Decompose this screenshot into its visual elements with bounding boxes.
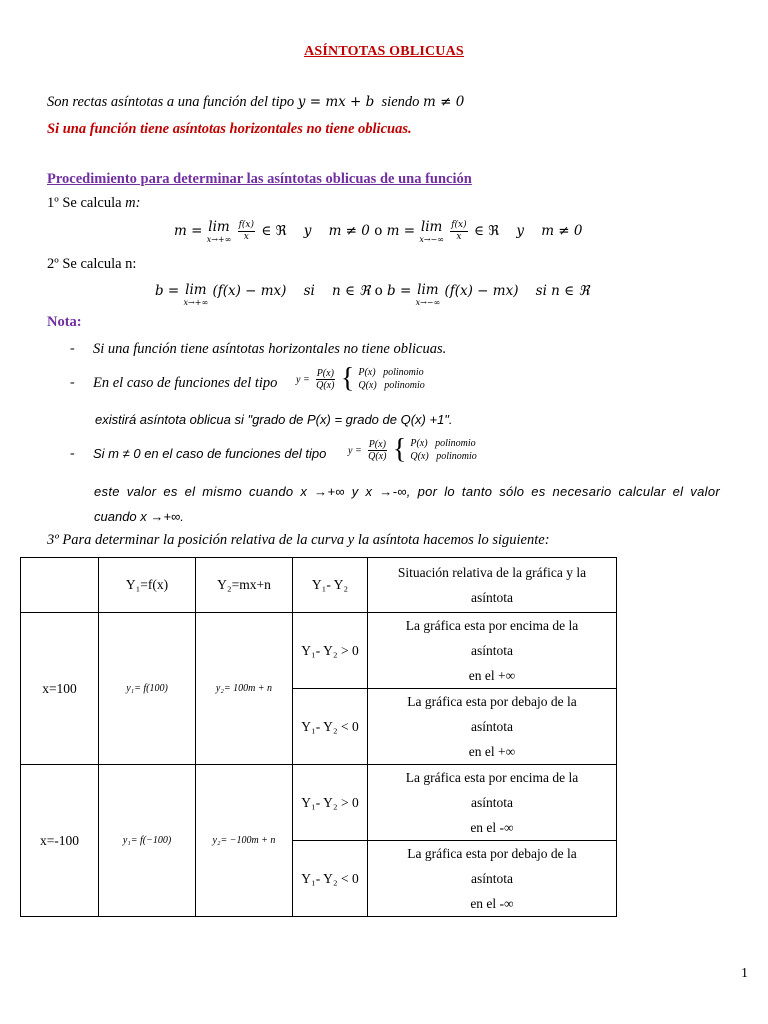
pq-den: Q(x)	[316, 379, 335, 391]
diff-cell: Y₁- Y₂ < 0	[293, 689, 368, 765]
b-expr: (f(x) − mx)	[212, 283, 287, 299]
lim-sub: x→−∞	[415, 298, 441, 307]
b-lhs-2: b =	[387, 283, 412, 299]
b-expr: (f(x) − mx)	[444, 283, 519, 299]
si-word: si	[303, 283, 315, 299]
lim-sub: x→−∞	[419, 235, 444, 244]
y-word: y	[516, 223, 525, 239]
q-word: polinomio	[384, 380, 425, 391]
frac-num: f(x)	[238, 220, 255, 230]
lim-pos	[184, 283, 209, 308]
y1-cell: y₁= f(100)	[99, 613, 196, 765]
x-value-cell: x=-100	[21, 765, 99, 917]
or-word: o	[374, 223, 383, 239]
nota-item-3: Si m ≠ 0 en el caso de funciones del tipo	[93, 446, 327, 461]
pq-den: Q(x)	[368, 450, 387, 462]
brace-lines	[358, 366, 424, 392]
situation-line: en el +∞	[468, 668, 516, 683]
intro-text: Son rectas asíntotas a una función del tipo	[47, 94, 295, 110]
in-real: ∈ ℜ	[261, 223, 287, 239]
step1-var: m:	[125, 195, 141, 211]
situation-line: asíntota	[471, 871, 513, 886]
page-number: 1	[741, 966, 748, 981]
lim-word: lim	[420, 219, 443, 235]
situation-line: asíntota	[471, 719, 513, 734]
lim-neg	[416, 283, 441, 308]
intro-cond-prefix: siendo	[381, 94, 420, 110]
table-header-row	[21, 558, 617, 613]
diff-cell: Y₁- Y₂ > 0	[293, 765, 368, 841]
m-cond: m ≠ 0	[541, 223, 583, 239]
diff-cell: Y₁- Y₂ < 0	[293, 841, 368, 917]
situation-line: asíntota	[471, 643, 513, 658]
lim-neg	[419, 220, 444, 245]
fraction-fx-x	[238, 220, 255, 243]
fraction-fx-x	[450, 220, 467, 243]
table-header-cell: Situación relativa de la gráfica y la asíntota	[368, 558, 617, 613]
brace-lines	[410, 437, 476, 463]
p-word: polinomio	[383, 367, 424, 378]
step3-text: 3º Para determinar la posición relativa de la curva y la asíntota hacemos lo siguiente:	[47, 532, 550, 548]
nota-dash-1: -	[70, 341, 75, 356]
nota-item-1: Si una función tiene asíntotas horizontales no tiene oblicuas.	[93, 341, 447, 357]
fraction-pq-1	[296, 365, 425, 393]
brace-icon: {	[392, 434, 407, 465]
pq-frac	[316, 368, 335, 391]
or-word: o	[374, 283, 383, 299]
lim-word: lim	[417, 282, 439, 298]
y2-cell: y₂= −100m + n	[196, 765, 293, 917]
nota-dash-3: -	[70, 446, 75, 461]
situation-line: La gráfica esta por debajo de la	[407, 694, 577, 709]
pq-num: P(x)	[316, 367, 334, 379]
diff-cell: Y₁- Y₂ > 0	[293, 613, 368, 689]
intro-line-1	[47, 94, 464, 111]
table-row	[21, 613, 617, 689]
situation-line: La gráfica esta por encima de la	[405, 770, 579, 785]
procedure-heading: Procedimiento para determinar las asíntotas oblicuas de una función	[47, 171, 472, 187]
page-title: ASÍNTOTAS OBLICUAS	[304, 44, 464, 59]
q-line: Q(x)	[358, 380, 377, 391]
situation-cell	[368, 841, 617, 917]
nota-label: Nota:	[47, 314, 82, 330]
b-lhs: b =	[155, 283, 180, 299]
table-row	[21, 765, 617, 841]
frac-num: f(x)	[451, 220, 467, 230]
step1-label	[47, 195, 140, 212]
nota-item-2: En el caso de funciones del tipo	[93, 375, 278, 391]
situation-line: en el +∞	[468, 744, 516, 759]
m-cond: m ≠ 0	[328, 223, 370, 239]
nota-item-2-cont: existirá asíntota oblicua si "grado de P(x) = grado de Q(x) +1".	[95, 412, 453, 427]
y2-cell: y₂= 100m + n	[196, 613, 293, 765]
q-word: polinomio	[436, 451, 477, 462]
step2-formula	[155, 283, 589, 308]
step2-label: 2º Se calcula n:	[47, 256, 137, 272]
brace-icon: {	[340, 363, 355, 394]
m-lhs-2: m =	[386, 223, 416, 239]
table-header-cell: Y₁- Y₂	[293, 558, 368, 613]
intro-line-2: Si una función tiene asíntotas horizontales no tiene oblicuas.	[47, 121, 412, 137]
situation-line: asíntota	[471, 795, 513, 810]
lim-sub: x→+∞	[206, 235, 232, 244]
situation-cell	[368, 613, 617, 689]
situation-line: La gráfica esta por debajo de la	[407, 846, 577, 861]
fraction-pq-2	[348, 436, 477, 464]
lim-sub: x→+∞	[183, 298, 209, 307]
intro-cond: m ≠ 0	[423, 94, 465, 110]
situation-line: en el -∞	[470, 896, 514, 911]
y-eq: y =	[348, 445, 362, 457]
x-value-cell: x=100	[21, 613, 99, 765]
situation-line: en el -∞	[470, 820, 514, 835]
nota-item-3-cont-1: este valor es el mismo cuando x →+∞ y x →-∞, por lo tanto sólo es necesario calcular el valor	[94, 484, 720, 499]
situation-line: La gráfica esta por encima de la	[405, 618, 579, 633]
lim-pos	[207, 220, 232, 245]
nota-dash-2: -	[70, 375, 75, 390]
pq-frac	[368, 439, 387, 462]
table-header-cell	[21, 558, 99, 613]
y1-cell: y₁= f(−100)	[99, 765, 196, 917]
p-line: P(x)	[410, 438, 428, 449]
p-line: P(x)	[358, 367, 376, 378]
in-real: ∈ ℜ	[473, 223, 500, 239]
y-eq: y =	[296, 374, 310, 386]
n-cond-2: si n ∈ ℜ	[535, 283, 590, 299]
p-word: polinomio	[435, 438, 476, 449]
frac-den: x	[456, 232, 462, 242]
pq-num: P(x)	[368, 438, 386, 450]
q-line: Q(x)	[410, 451, 429, 462]
table-header-cell: Y₁=f(x)	[99, 558, 196, 613]
position-table	[20, 557, 617, 917]
n-cond: n ∈ ℜ	[332, 283, 371, 299]
nota-item-3-cont-2: cuando x →+∞.	[94, 509, 184, 524]
frac-den: x	[243, 232, 249, 242]
lim-word: lim	[185, 282, 207, 298]
y-word: y	[303, 223, 312, 239]
step1-formula	[174, 220, 583, 245]
situation-cell	[368, 689, 617, 765]
table-header-cell: Y₂=mx+n	[196, 558, 293, 613]
lim-word: lim	[208, 219, 230, 235]
intro-formula: y = mx + b	[297, 94, 375, 110]
situation-cell	[368, 765, 617, 841]
m-lhs: m =	[174, 223, 203, 239]
step1-label-text: 1º Se calcula	[47, 195, 122, 211]
